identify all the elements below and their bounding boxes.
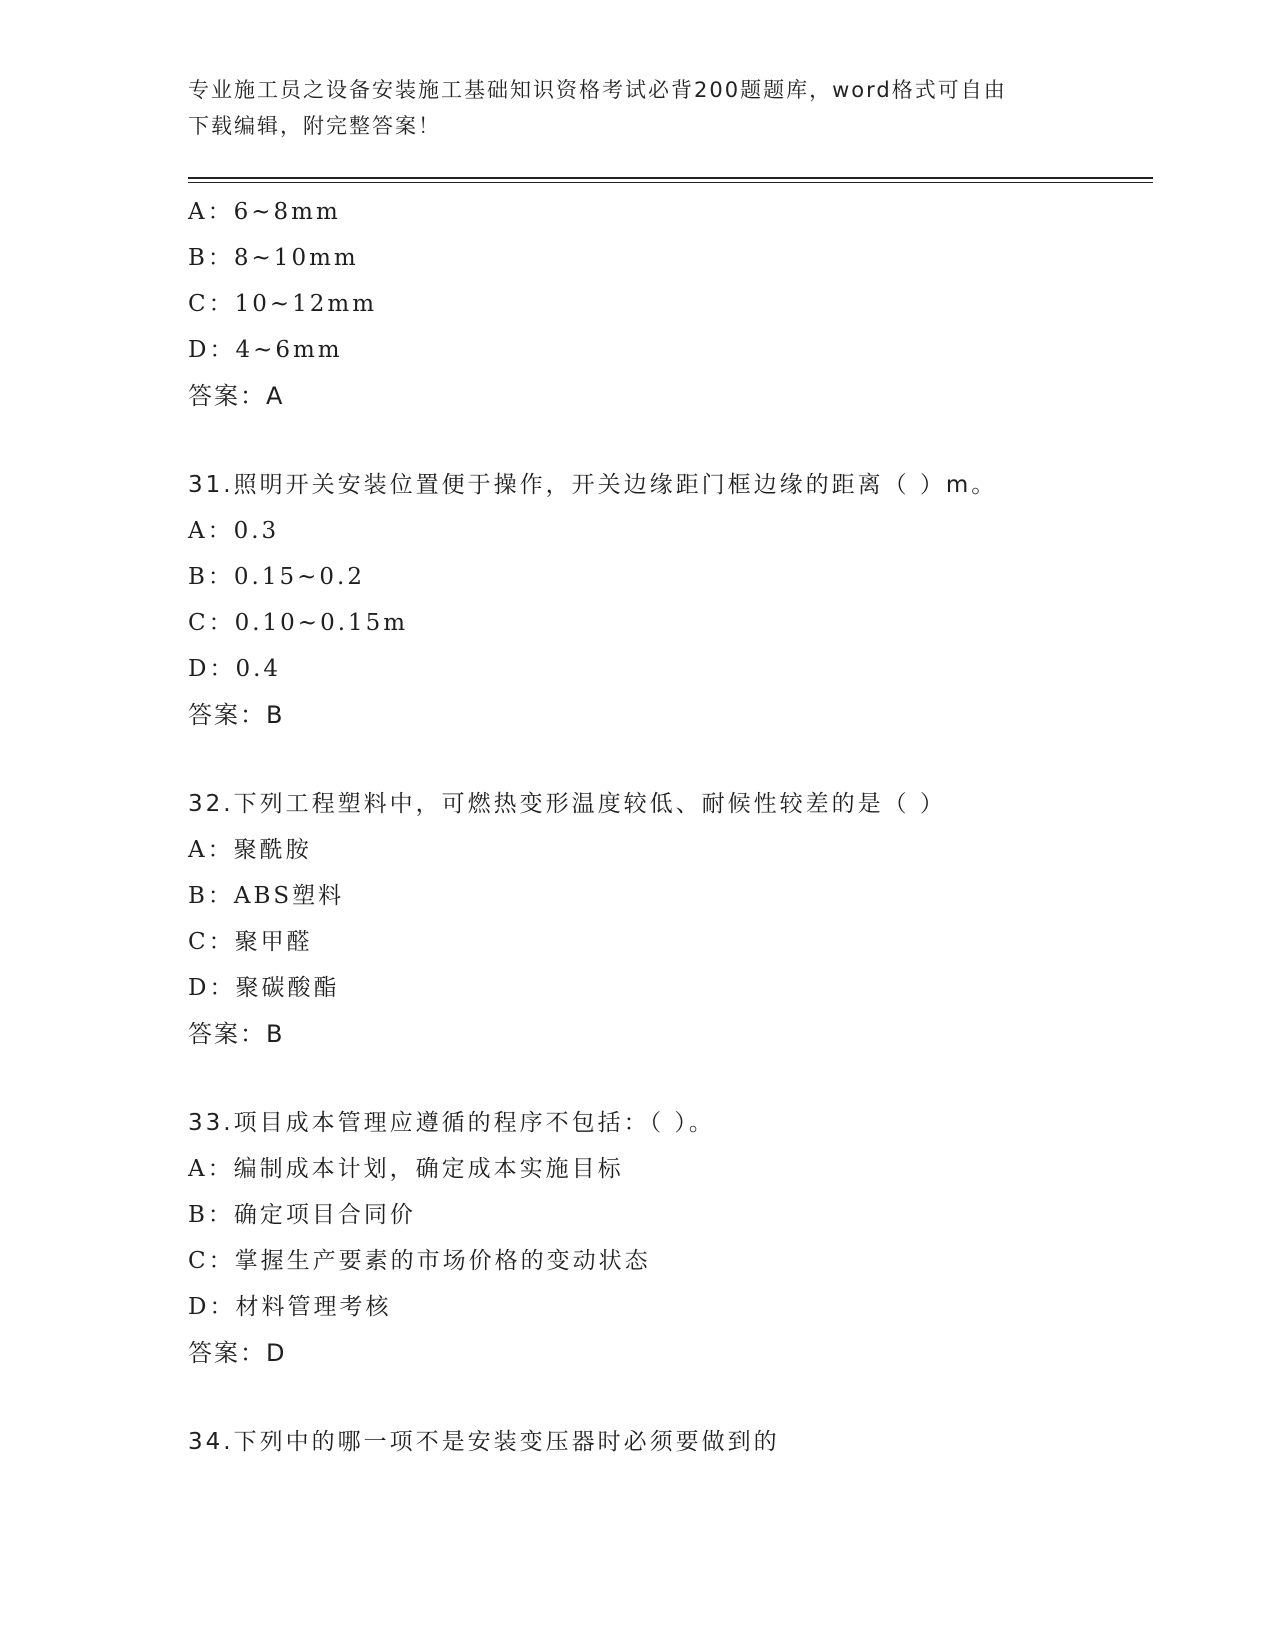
option-c: C：聚甲醛 (188, 929, 313, 955)
question-title: 32.下列工程塑料中，可燃热变形温度较低、耐候性较差的是（ ） (188, 791, 946, 817)
header-divider-thick (188, 177, 1153, 179)
option-c: C：10~12mm (188, 291, 378, 317)
spacer (188, 1057, 1153, 1100)
option-d: D：聚碳酸酯 (188, 975, 340, 1001)
answer-line: 答案：B (188, 701, 285, 729)
spacer (188, 738, 1153, 781)
option-d: D：4~6mm (188, 337, 343, 363)
option-a: A：聚酰胺 (188, 837, 312, 863)
question-33 (188, 1100, 1153, 1376)
header-line-2: 下载编辑，附完整答案！ (188, 114, 441, 138)
answer-line: 答案：B (188, 1020, 285, 1048)
option-d: D：0.4 (188, 656, 282, 682)
question-title: 31.照明开关安装位置便于操作，开关边缘距门框边缘的距离（ ）m。 (188, 472, 998, 498)
question-31 (188, 462, 1153, 738)
spacer (188, 419, 1153, 462)
option-b: B：确定项目合同价 (188, 1202, 416, 1228)
answer-line: 答案：D (188, 1339, 287, 1367)
answer-line: 答案：A (188, 382, 285, 410)
option-a: A：0.3 (188, 518, 280, 544)
option-b: B：0.15~0.2 (188, 564, 365, 590)
option-b: B：8~10mm (188, 245, 359, 271)
option-d: D：材料管理考核 (188, 1294, 392, 1320)
question-30-continued (188, 189, 1153, 419)
spacer (188, 1376, 1153, 1419)
question-title: 33.项目成本管理应遵循的程序不包括：（ ）。 (188, 1110, 715, 1136)
header-line-1: 专业施工员之设备安装施工基础知识资格考试必背200题题库，word格式可自由 (188, 78, 1007, 102)
option-a: A：编制成本计划，确定成本实施目标 (188, 1156, 624, 1182)
question-title: 34.下列中的哪一项不是安装变压器时必须要做到的 (188, 1429, 780, 1455)
option-c: C：0.10~0.15m (188, 610, 409, 636)
question-32 (188, 781, 1153, 1057)
option-b: B：ABS塑料 (188, 883, 345, 909)
question-34 (188, 1419, 1153, 1465)
option-c: C：掌握生产要素的市场价格的变动状态 (188, 1248, 651, 1274)
option-a: A：6~8mm (188, 199, 341, 225)
header-divider-thin (188, 182, 1153, 183)
document-header (188, 72, 1088, 144)
question-list (188, 189, 1153, 1465)
